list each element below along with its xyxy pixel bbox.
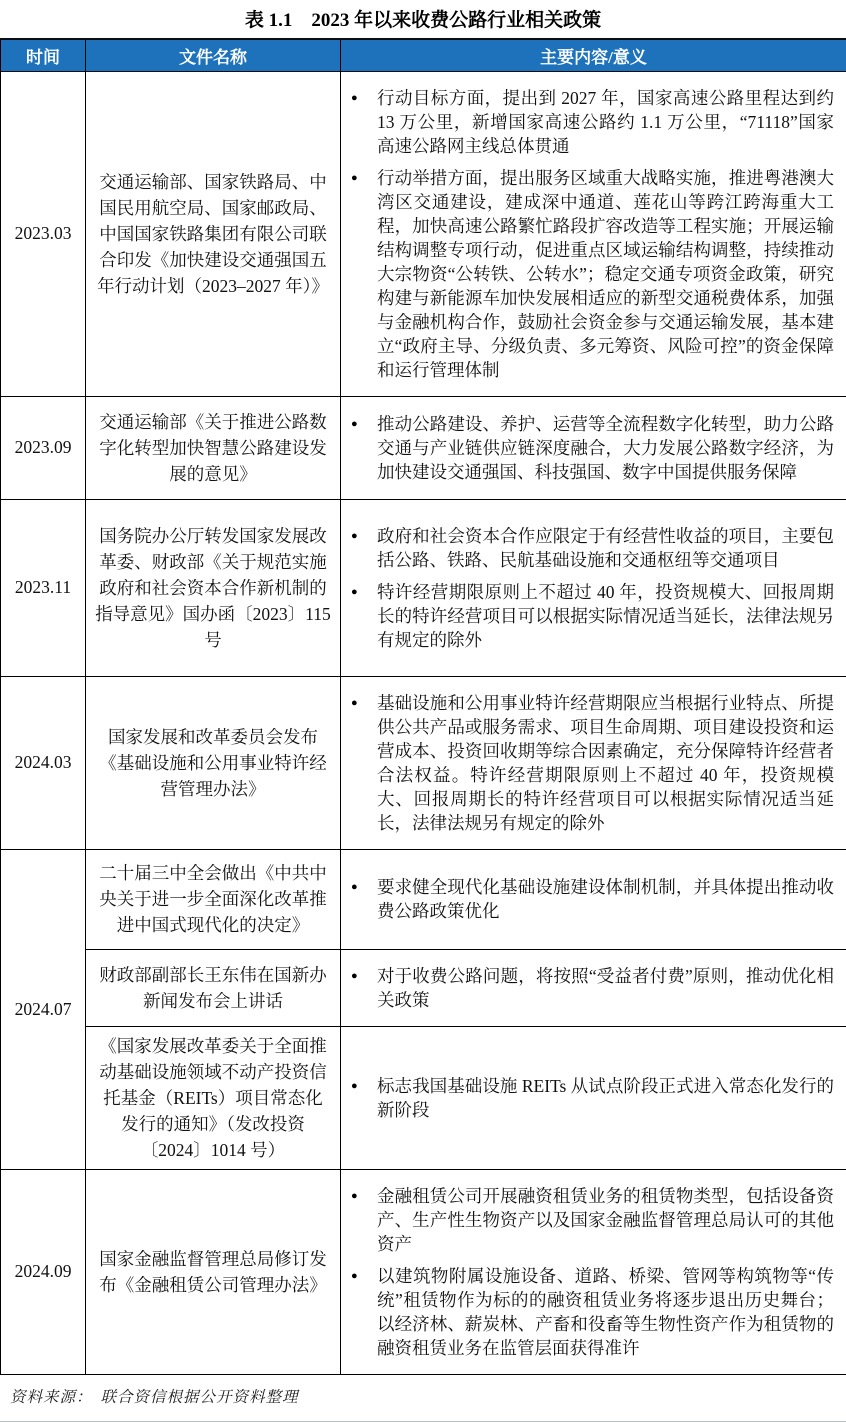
bullet-list (351, 964, 834, 1012)
bullet-text: 政府和社会资本合作应限定于有经营性收益的项目，主要包括公路、铁路、民航基础设施和交通枢纽等交通项目 (377, 524, 834, 572)
bullet-icon: ● (351, 1074, 367, 1122)
doc-name-cell: 财政部副部长王东伟在国新办新闻发布会上讲话 (86, 949, 341, 1026)
bullet-item (351, 1264, 834, 1360)
column-header-doc: 文件名称 (86, 39, 341, 71)
bullet-icon: ● (351, 412, 367, 484)
bullet-icon: ● (351, 964, 367, 1012)
table-row-2024-03 (1, 676, 846, 849)
table-row-2024-07-b (1, 949, 846, 1026)
content-cell (341, 849, 846, 949)
bullet-icon: ● (351, 691, 367, 835)
header-row (1, 39, 846, 71)
table-row-2024-07-c (1, 1026, 846, 1169)
content-cell (341, 676, 846, 849)
content-cell (341, 1026, 846, 1169)
policy-table (0, 38, 846, 1375)
bullet-item (351, 166, 834, 382)
bullet-text: 以建筑物附属设施设备、道路、桥梁、管网等构筑物等“传统”租赁物作为标的的融资租赁业务将逐步退出历史舞台；以经济林、薪炭林、产畜和役畜等生物性资产作为租赁物的融资租赁业务在监管层面获得准许 (377, 1264, 834, 1360)
table-row-2023-03 (1, 71, 846, 396)
bullet-item (351, 691, 834, 835)
table-row-2023-11 (1, 499, 846, 676)
bullet-text: 基础设施和公用事业特许经营期限应当根据行业特点、所提供公共产品或服务需求、项目生命周期、项目建设投资和运营成本、投资回收期等综合因素确定，充分保障特许经营者合法权益。特许经营期限原则上不超过 40 年，投资规模大、回报周期长的特许经营项目可以根据实际情况适当延长，法律法规另有规定的除外 (377, 691, 834, 835)
bullet-list (351, 875, 834, 923)
bullet-list (351, 1074, 834, 1122)
bullet-icon: ● (351, 524, 367, 572)
bullet-text: 行动举措方面，提出服务区域重大战略实施，推进粤港澳大湾区交通建设，建成深中通道、莲花山等跨江跨海重大工程，加快高速公路繁忙路段扩容改造等工程实施；开展运输结构调整专项行动，促进重点区域运输结构调整，持续推动大宗物资“公转铁、公转水”；稳定交通专项资金政策，研究构建与新能源车加快发展相适应的新型交通税费体系，加强与金融机构合作，鼓励社会资金参与交通运输发展，基本建立“政府主导、分级负责、多元筹资、风险可控”的资金保障和运行管理体制 (377, 166, 834, 382)
time-cell: 2023.03 (1, 71, 86, 396)
bullet-icon: ● (351, 1264, 367, 1360)
bullet-list (351, 524, 834, 652)
table-row-2024-09 (1, 1169, 846, 1374)
doc-name-cell: 国家金融监督管理总局修订发布《金融租赁公司管理办法》 (86, 1169, 341, 1374)
doc-name-cell: 交通运输部、国家铁路局、中国民用航空局、国家邮政局、中国国家铁路集团有限公司联合印发《加快建设交通强国五年行动计划（2023–2027 年）》 (86, 71, 341, 396)
bullet-item (351, 86, 834, 158)
column-header-time: 时间 (1, 39, 86, 71)
bullet-list (351, 1184, 834, 1360)
bullet-text: 特许经营期限原则上不超过 40 年，投资规模大、回报周期长的特许经营项目可以根据实际情况适当延长，法律法规另有规定的除外 (377, 580, 834, 652)
bullet-item (351, 524, 834, 572)
bullet-list (351, 691, 834, 835)
bullet-list (351, 412, 834, 484)
bullet-item (351, 1184, 834, 1256)
bullet-text: 推动公路建设、养护、运营等全流程数字化转型，助力公路交通与产业链供应链深度融合，大力发展公路数字经济，为加快建设交通强国、科技强国、数字中国提供服务保障 (377, 412, 834, 484)
column-header-content: 主要内容/意义 (341, 39, 846, 71)
bullet-text: 要求健全现代化基础设施建设体制机制，并具体提出推动收费公路政策优化 (377, 875, 834, 923)
doc-name-cell: 国家发展和改革委员会发布《基础设施和公用事业特许经营管理办法》 (86, 676, 341, 849)
content-cell (341, 1169, 846, 1374)
bullet-item (351, 964, 834, 1012)
bullet-icon: ● (351, 875, 367, 923)
time-cell: 2023.11 (1, 499, 86, 676)
doc-name-cell: 国务院办公厅转发国家发展改革委、财政部《关于规范实施政府和社会资本合作新机制的指导意见》国办函〔2023〕115 号 (86, 499, 341, 676)
bullet-icon: ● (351, 86, 367, 158)
time-cell: 2024.07 (1, 849, 86, 1169)
bullet-icon: ● (351, 580, 367, 652)
bullet-icon: ● (351, 1184, 367, 1256)
source-label: 资料来源： (10, 1389, 93, 1406)
bullet-text: 金融租赁公司开展融资租赁业务的租赁物类型，包括设备资产、生产性生物资产以及国家金融监督管理总局认可的其他资产 (377, 1184, 834, 1256)
content-cell (341, 396, 846, 499)
bullet-item (351, 412, 834, 484)
bullet-icon: ● (351, 166, 367, 382)
bullet-list (351, 86, 834, 382)
time-cell: 2024.09 (1, 1169, 86, 1374)
doc-name-cell: 《国家发展改革委关于全面推动基础设施领域不动产投资信托基金（REITs）项目常态化发行的通知》（发改投资〔2024〕1014 号） (86, 1026, 341, 1169)
table-row-2023-09 (1, 396, 846, 499)
bullet-text: 对于收费公路问题，将按照“受益者付费”原则，推动优化相关政策 (377, 964, 834, 1012)
bullet-text: 行动目标方面，提出到 2027 年，国家高速公路里程达到约 13 万公里，新增国家高速公路约 1.1 万公里，“71118”国家高速公路网主线总体贯通 (377, 86, 834, 158)
table-row-2024-07-a (1, 849, 846, 949)
time-cell: 2024.03 (1, 676, 86, 849)
bullet-item (351, 580, 834, 652)
source-text: 联合资信根据公开资料整理 (101, 1389, 299, 1406)
table-title: 表 1.1 2023 年以来收费公路行业相关政策 (0, 2, 846, 38)
content-cell (341, 499, 846, 676)
doc-name-cell: 二十届三中全会做出《中共中央关于进一步全面深化改革推进中国式现代化的决定》 (86, 849, 341, 949)
time-cell: 2023.09 (1, 396, 86, 499)
content-cell (341, 949, 846, 1026)
bullet-text: 标志我国基础设施 REITs 从试点阶段正式进入常态化发行的新阶段 (377, 1074, 834, 1122)
source-note (0, 1375, 846, 1415)
bullet-item (351, 1074, 834, 1122)
bullet-item (351, 875, 834, 923)
content-cell (341, 71, 846, 396)
doc-name-cell: 交通运输部《关于推进公路数字化转型加快智慧公路建设发展的意见》 (86, 396, 341, 499)
